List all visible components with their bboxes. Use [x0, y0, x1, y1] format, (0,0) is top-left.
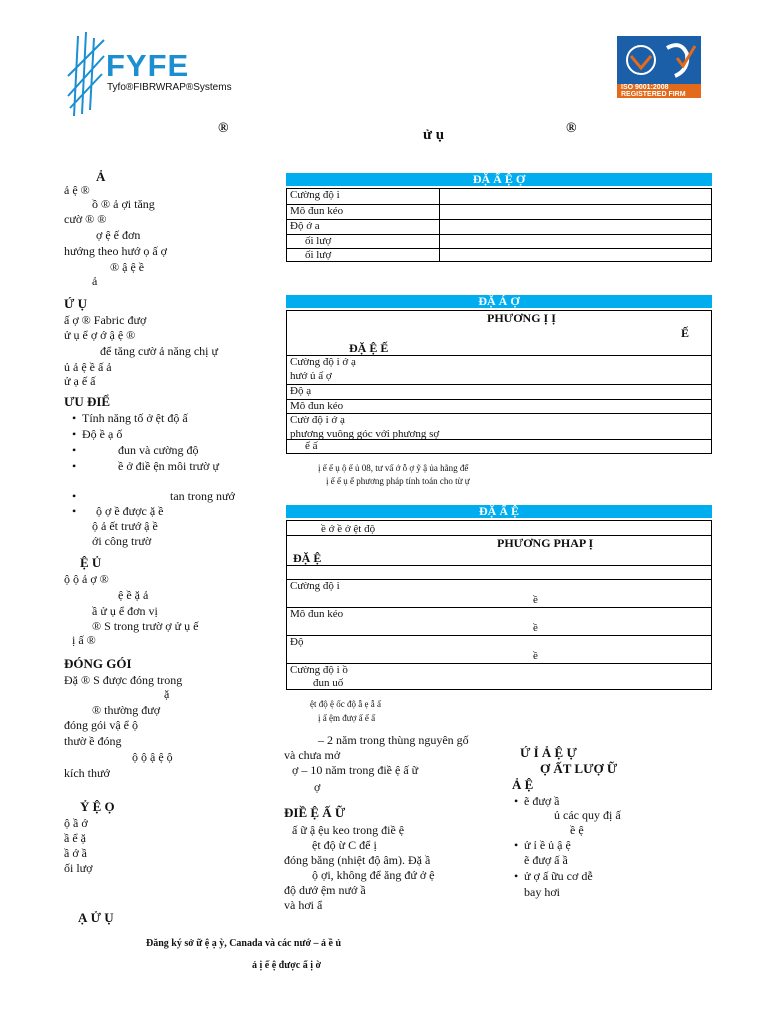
table3-cell: đun uố	[313, 677, 344, 689]
table2-cell: Cườ độ i ớ ạ	[290, 414, 345, 426]
table2-col-prop: ĐẶ Ệ Ế	[349, 341, 389, 355]
table3-note: ị ấ ệm đượ ấ ế ấ	[318, 713, 376, 723]
table2	[286, 310, 712, 454]
table3-header: ĐẶ Ấ Ệ	[286, 505, 712, 518]
coverage-line: ệ ề ặ ả	[118, 588, 149, 602]
density-line: ối lượ	[64, 861, 93, 875]
shelf-life-line: và chưa mở	[284, 748, 341, 762]
title-line2-reg: ®	[566, 121, 577, 136]
table3-col-prop: ĐẶ Ệ	[293, 551, 322, 565]
table2-note: ị ế ế ụ ộ ế ủ 08, tư vấ ớ ỗ ợ ỹ ậ ủa hãng để	[318, 463, 469, 473]
table3-col-method: PHƯƠNG PHAP Ị	[497, 536, 594, 550]
usage-line: ấ ợ ® Fabric đượ	[64, 313, 147, 327]
intro-line: hướng theo hướ ọ ấ ợ	[64, 244, 168, 258]
table2-cell: Độ ạ	[290, 385, 312, 397]
usage-line: ử ạ ế ấ	[64, 374, 96, 388]
shelf-life-line: ợ	[314, 780, 321, 794]
table2-cell: phương vuông góc với phương sợ	[290, 428, 440, 440]
packaging-line: ộ ộ ậ ệ ộ	[132, 750, 173, 764]
density-line: ộ ầ ớ	[64, 816, 88, 830]
fyfe-logo	[64, 26, 232, 122]
intro-heading: Ả	[96, 169, 106, 184]
table2-cell: Cường độ i ớ ạ	[290, 356, 356, 368]
qc-item-cont: ủ các quy đị ấ	[554, 808, 621, 822]
fyfe-wordmark: FYFE	[106, 48, 190, 83]
coverage-line: ầ ử ụ ể đơn vị	[92, 604, 158, 618]
table1-cell: Cường độ i	[290, 189, 340, 201]
application-heading: Ạ Ử Ụ	[78, 910, 114, 925]
table3	[286, 520, 712, 690]
fyfe-mesh-icon	[64, 26, 108, 122]
packaging-line: ặ	[164, 687, 170, 701]
qc-item-cont: bay hơi	[524, 885, 561, 899]
shelf-life-line: – 2 năm trong thùng nguyên gố	[318, 733, 469, 747]
intro-line: cườ ® ®	[64, 212, 107, 226]
qc-item: • ử ợ ấ ữu cơ dễ	[524, 869, 593, 883]
table2-col-method: PHƯƠNG Ị Ị	[487, 311, 556, 325]
density-heading: Ỷ Ệ Ọ	[80, 799, 115, 814]
table1-header: ĐẶ Ấ Ệ Ợ	[286, 173, 712, 186]
advantage-item: • đun và cường độ	[82, 443, 199, 457]
storage-line: độ dướ ệm nướ ầ	[284, 883, 366, 897]
intro-line: ả	[92, 274, 98, 288]
usage-line: để tăng cườ ả năng chị ự	[100, 344, 218, 358]
table2-cell: ể ấ	[305, 440, 318, 452]
intro-line: ả ệ ®	[64, 183, 90, 197]
advantage-item: • ề ở điề ện môi trườ ự	[82, 459, 219, 473]
advantage-item: • tan trong nướ	[82, 489, 235, 503]
packaging-line: đóng gói vậ ể ộ	[64, 718, 138, 732]
fyfe-tagline: Tyfo®FIBRWRAP®Systems	[107, 82, 232, 93]
packaging-line: kích thướ	[64, 766, 110, 780]
table1-cell: Mô đun kéo	[290, 205, 344, 217]
storage-line: ấ ữ ậ ệu keo trong điề ệ	[292, 823, 405, 837]
footer-line: Đăng ký sở ữ ệ ạ ỳ, Canada và các nướ – ả ề ủ	[146, 938, 342, 949]
table3-note: ệt độ ệ ốc độ ẫ ẹ ẫ ấ	[310, 699, 381, 709]
title-line1: ®	[218, 121, 229, 136]
storage-line: đóng băng (nhiệt độ âm). Đặ ầ	[284, 853, 431, 867]
footer-line: ả ị ế ệ được ẩ ị ờ	[252, 960, 322, 971]
table1-cell: ối lượ	[305, 249, 332, 261]
coverage-line: ộ ộ ả ợ ®	[64, 572, 109, 586]
shelf-life-line: ợ – 10 năm trong điề ệ ấ ữ	[292, 763, 419, 777]
iso-badge	[617, 36, 701, 98]
advantage-extra: ới công trườ	[92, 534, 152, 548]
table2-cell: Mô đun kéo	[290, 400, 344, 412]
advantages-heading: ƯU ĐIỂ	[64, 394, 111, 409]
intro-line: ợ ệ ế đơn	[96, 228, 141, 242]
table2-cell: hướ ủ ấ ợ	[290, 370, 332, 382]
table3-cell: Mô đun kéo	[290, 608, 344, 620]
advantage-item: • ộ ợ ề được ặ ề	[82, 504, 164, 518]
table2-note: ị ế ế ụ ể phương pháp tính toán cho từ ự	[326, 476, 470, 486]
table3-cell: Độ	[290, 636, 304, 648]
qc-item-cont: ề ệ	[570, 823, 584, 837]
usage-line: ử ụ ể ợ ớ ậ ệ ®	[64, 328, 136, 342]
iso-registered: REGISTERED FIRM	[621, 91, 686, 98]
table3-cell: Cường độ i	[290, 580, 340, 592]
storage-line: ệt độ ừ C để ị	[312, 838, 377, 852]
advantage-item: • Độ ề ạ ố	[82, 427, 122, 441]
intro-line: ồ ® ả ợi tăng	[92, 197, 155, 211]
qc-item: • ẽ đượ ầ	[524, 794, 560, 808]
storage-line: và hơi ẩ	[284, 898, 323, 912]
storage-heading: ĐIỀ Ệ Ấ Ữ	[284, 805, 346, 820]
packaging-heading: ĐÓNG GÓI	[64, 656, 132, 671]
density-line: ầ ể ặ	[64, 831, 86, 845]
density-line: ầ ớ ầ	[64, 846, 87, 860]
qc-heading: Ả Ệ	[512, 777, 534, 792]
coverage-heading: Ệ Ủ	[80, 555, 102, 570]
packaging-line: ® thường đượ	[92, 703, 161, 717]
table3-cell: ề	[533, 594, 538, 606]
intro-line: ® ậ ệ ề	[110, 260, 145, 274]
coverage-line: ® S trong trườ ợ ử ụ ế	[92, 619, 199, 633]
qc-heading: Ứ Ỉ Ả Ệ Ự	[520, 745, 577, 760]
table2-header: ĐẶ Á Ợ	[286, 295, 712, 308]
table1-cell: ối lượ	[305, 235, 332, 247]
table2-col-note: Ế	[681, 326, 690, 340]
table3-cell: Cường độ i ồ	[290, 664, 348, 676]
advantage-extra: ộ ả ết trướ ậ ề	[92, 519, 158, 533]
table3-cell: ề	[533, 650, 538, 662]
qc-item: • ử ỉ ề ủ ậ ệ	[524, 838, 571, 852]
table3-subheader: ề ớ ề ở ệt độ	[321, 523, 376, 535]
usage-heading: Ứ Ụ	[64, 296, 87, 311]
coverage-line: ị ấ ®	[72, 633, 96, 647]
advantage-item: • Tính năng tố ở ệt độ ấ	[82, 411, 188, 425]
laurel-icon	[617, 36, 701, 84]
usage-line: ủ ả ệ ề ấ ả	[64, 360, 112, 374]
table1	[286, 188, 712, 262]
storage-line: ộ ợi, không để ăng đứ ở ệ	[312, 868, 435, 882]
packaging-line: Đặ ® S được đóng trong	[64, 673, 183, 687]
title-line2: ử ụ	[423, 127, 445, 143]
table1-cell: Độ ớ a	[290, 220, 320, 232]
iso-number: ISO 9001:2008	[621, 84, 669, 91]
qc-heading: Ợ ẤT LƯỢ Ữ	[540, 761, 618, 776]
table3-cell: ề	[533, 622, 538, 634]
qc-item-cont: ẽ đượ ấ ầ	[524, 853, 568, 867]
packaging-line: thườ ề đóng	[64, 734, 122, 748]
